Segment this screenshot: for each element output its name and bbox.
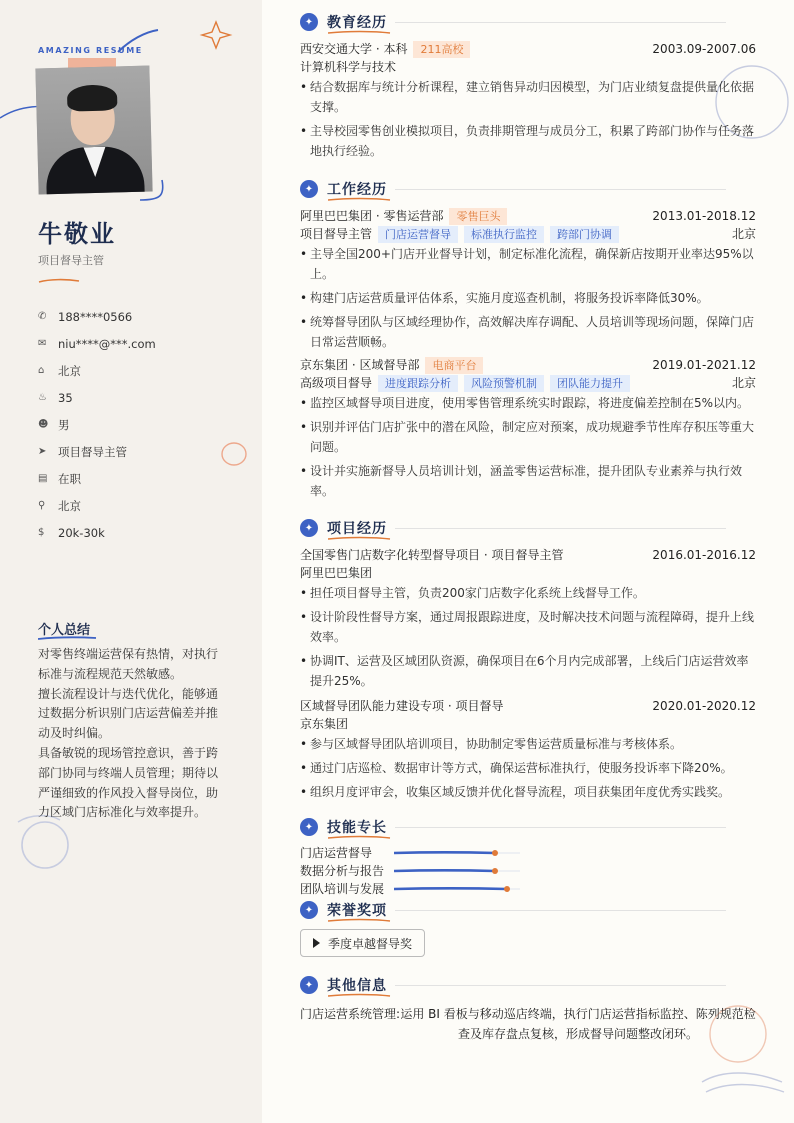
skill-level-dot xyxy=(492,868,498,874)
bullet-item: • 识别并评估门店扩张中的潜在风险，制定应对预案，成功规避季节性库存积压等重大问题。 xyxy=(300,417,756,457)
person-name: 牛敬业 xyxy=(38,220,116,248)
project-name: 全国零售门店数字化转型督导项目 · 项目督导主管 xyxy=(300,548,564,562)
send-icon: ➤ xyxy=(38,446,47,457)
contact-text: niu****@***.com xyxy=(58,336,156,351)
contact-text: 男 xyxy=(58,417,70,432)
bullet-item: • 设计阶段性督导方案，通过周报跟踪进度，及时解决技术问题与流程障碍，提升上线效率。 xyxy=(300,607,756,647)
job-role: 项目督导主管 xyxy=(300,227,373,241)
salary-icon: $ xyxy=(38,527,45,538)
project-org: 阿里巴巴集团 xyxy=(300,566,373,580)
bullet-item: • 统筹督导团队与区域经理协作，高效解决库存调配、人员培训等现场问题，保障门店日常运营顺畅。 xyxy=(300,312,756,352)
section-title: 技能专长 xyxy=(327,820,387,836)
job-bullets xyxy=(300,244,756,352)
decor-circle-icon xyxy=(218,440,250,470)
section-title: 荣誉奖项 xyxy=(327,903,387,919)
projects-section xyxy=(300,517,756,806)
work-section xyxy=(300,178,756,505)
contact-item xyxy=(38,384,156,411)
section-title: 教育经历 xyxy=(327,15,387,31)
education-section xyxy=(300,11,756,165)
project-name: 区域督导团队能力建设专项 · 项目督导 xyxy=(300,699,504,713)
briefcase-icon: ▤ xyxy=(38,473,48,484)
section-title: 其他信息 xyxy=(327,978,387,994)
contact-item xyxy=(38,519,156,546)
home-icon: ⌂ xyxy=(38,365,45,376)
project-bullets xyxy=(300,734,756,802)
skill-tag: 标准执行监控 xyxy=(464,226,544,243)
contact-text: 在职 xyxy=(58,471,81,486)
company-name: 阿里巴巴集团 · 零售运营部 xyxy=(300,209,444,223)
avatar xyxy=(35,66,152,195)
skill-name: 团队培训与发展 xyxy=(300,882,385,896)
honors-section xyxy=(300,899,756,957)
skill-tag: 门店运营督导 xyxy=(378,226,458,243)
project-period: 2016.01-2016.12 xyxy=(652,548,756,562)
project-period: 2020.01-2020.12 xyxy=(652,699,756,713)
other-value: 运用 BI 看板与移动巡店终端，执行门店运营指标监控、陈列规范检查及库存盘点复核，形成督导问题整改闭环。 xyxy=(400,1007,756,1041)
contact-item xyxy=(38,303,156,330)
star-icon: ✦ xyxy=(300,976,318,994)
contact-text: 188****0566 xyxy=(58,309,133,324)
job-entry xyxy=(300,207,756,352)
skill-level-bar xyxy=(394,885,520,893)
skill-tag: 风险预警机制 xyxy=(464,375,544,392)
project-bullets xyxy=(300,583,756,691)
award-item xyxy=(300,929,425,957)
company-name: 京东集团 · 区域督导部 xyxy=(300,358,420,372)
skill-level-fill xyxy=(394,870,495,871)
skill-level-bar xyxy=(394,867,520,875)
skill-item xyxy=(300,880,530,898)
play-icon xyxy=(313,938,320,948)
major: 计算机科学与技术 xyxy=(300,60,397,74)
cake-icon: ♨ xyxy=(38,392,47,403)
skill-level-fill xyxy=(394,888,507,889)
contact-item xyxy=(38,465,156,492)
skill-tag: 跨部门协调 xyxy=(550,226,619,243)
contact-item xyxy=(38,411,156,438)
person-title: 项目督导主管 xyxy=(38,254,104,267)
summary-title: 个人总结 xyxy=(38,623,91,638)
job-entry xyxy=(300,356,756,501)
bullet-item: • 主导校园零售创业模拟项目，负责排期管理与成员分工，积累了跨部门协作与任务落地执行经验。 xyxy=(300,121,756,161)
education-bullets xyxy=(300,77,756,161)
location-pin-icon: ⚲ xyxy=(38,500,46,511)
skill-level-fill xyxy=(394,852,495,853)
star-icon: ✦ xyxy=(300,13,318,31)
project-entry xyxy=(300,546,756,691)
bullet-item: • 设计并实施新督导人员培训计划，涵盖零售运营标准，提升团队专业素养与执行效率。 xyxy=(300,461,756,501)
contact-item xyxy=(38,492,156,519)
education-period: 2003.09-2007.06 xyxy=(652,42,756,56)
skill-level-dot xyxy=(504,886,510,892)
main-content xyxy=(262,0,794,1123)
contact-text: 35 xyxy=(58,390,73,405)
school-tag: 211高校 xyxy=(413,41,470,58)
contact-text: 北京 xyxy=(58,498,81,513)
bullet-item: • 协调IT、运营及区域团队资源，确保项目在6个月内完成部署，上线后门店运营效率提升25%。 xyxy=(300,651,756,691)
job-bullets xyxy=(300,393,756,501)
section-title: 项目经历 xyxy=(327,521,387,537)
job-period: 2013.01-2018.12 xyxy=(652,209,756,223)
bullet-item: • 组织月度评审会，收集区域反馈并优化督导流程，项目获集团年度优秀实践奖。 xyxy=(300,782,756,802)
sparkle-icon xyxy=(202,22,230,48)
bullet-item: • 构建门店运营质量评估体系，实施月度巡查机制，将服务投诉率降低30%。 xyxy=(300,288,756,308)
star-icon: ✦ xyxy=(300,818,318,836)
section-title: 工作经历 xyxy=(327,182,387,198)
contact-item xyxy=(38,357,156,384)
mail-icon: ✉ xyxy=(38,338,47,349)
bullet-item: • 结合数据库与统计分析课程，建立销售异动归因模型，为门店业绩复盘提供量化依据支撑。 xyxy=(300,77,756,117)
project-org: 京东集团 xyxy=(300,717,349,731)
skill-item xyxy=(300,862,530,880)
contact-text: 20k-30k xyxy=(58,525,105,540)
bullet-item: • 主导全国200+门店开业督导计划，制定标准化流程，确保新店按期开业率达95%以上。 xyxy=(300,244,756,284)
skill-tag: 进度跟踪分析 xyxy=(378,375,458,392)
job-role: 高级项目督导 xyxy=(300,376,373,390)
contact-text: 北京 xyxy=(58,363,81,378)
summary-text xyxy=(38,645,222,823)
skill-name: 门店运营督导 xyxy=(300,846,373,860)
other-section xyxy=(300,974,756,1044)
star-icon: ✦ xyxy=(300,901,318,919)
job-period: 2019.01-2021.12 xyxy=(652,358,756,372)
bullet-item: • 监控区域督导项目进度，使用零售管理系统实时跟踪，将进度偏差控制在5%以内。 xyxy=(300,393,756,413)
bullet-item: • 担任项目督导主管，负责200家门店数字化系统上线督导工作。 xyxy=(300,583,756,603)
bullet-item: • 参与区域督导团队培训项目，协助制定零售运营质量标准与考核体系。 xyxy=(300,734,756,754)
job-city: 北京 xyxy=(731,376,756,390)
skill-item xyxy=(300,844,530,862)
star-icon: ✦ xyxy=(300,180,318,198)
company-tag: 零售巨头 xyxy=(449,208,507,225)
summary-paragraph: 擅长流程设计与迭代优化，能够通过数据分析识别门店运营偏差并推动及时纠偏。 xyxy=(38,686,219,741)
skill-level-bar xyxy=(394,849,520,857)
skill-name: 数据分析与报告 xyxy=(300,864,385,878)
gender-icon: ☻ xyxy=(38,419,49,430)
school-name: 西安交通大学 · 本科 xyxy=(300,42,408,56)
summary-paragraph: 对零售终端运营保有热情，对执行标准与流程规范天然敏感。 xyxy=(38,647,219,681)
brand-text: AMAZING RESUME xyxy=(38,46,143,55)
skills-section xyxy=(300,816,756,898)
bullet-item: • 通过门店巡检、数据审计等方式，确保运营标准执行，使服务投诉率下降20%。 xyxy=(300,758,756,778)
contact-item xyxy=(38,330,156,357)
contact-item xyxy=(38,438,156,465)
job-city: 北京 xyxy=(731,227,756,241)
award-name: 季度卓越督导奖 xyxy=(328,936,413,951)
summary-paragraph: 具备敏锐的现场管控意识，善于跨部门协同与终端人员管理；期待以严谨细致的作风投入督导岗位，助力区域门店标准化与效率提升。 xyxy=(38,745,219,820)
other-label: 门店运营系统管理: xyxy=(300,1007,401,1021)
skill-level-dot xyxy=(492,850,498,856)
sidebar xyxy=(0,0,262,1123)
summary-underline xyxy=(38,635,98,641)
name-underline xyxy=(38,278,80,284)
skill-tag: 团队能力提升 xyxy=(550,375,630,392)
contact-text: 项目督导主管 xyxy=(58,444,127,459)
star-icon: ✦ xyxy=(300,519,318,537)
phone-icon: ✆ xyxy=(38,311,47,322)
contact-list xyxy=(38,303,156,546)
company-tag: 电商平台 xyxy=(425,357,483,374)
project-entry xyxy=(300,697,756,802)
